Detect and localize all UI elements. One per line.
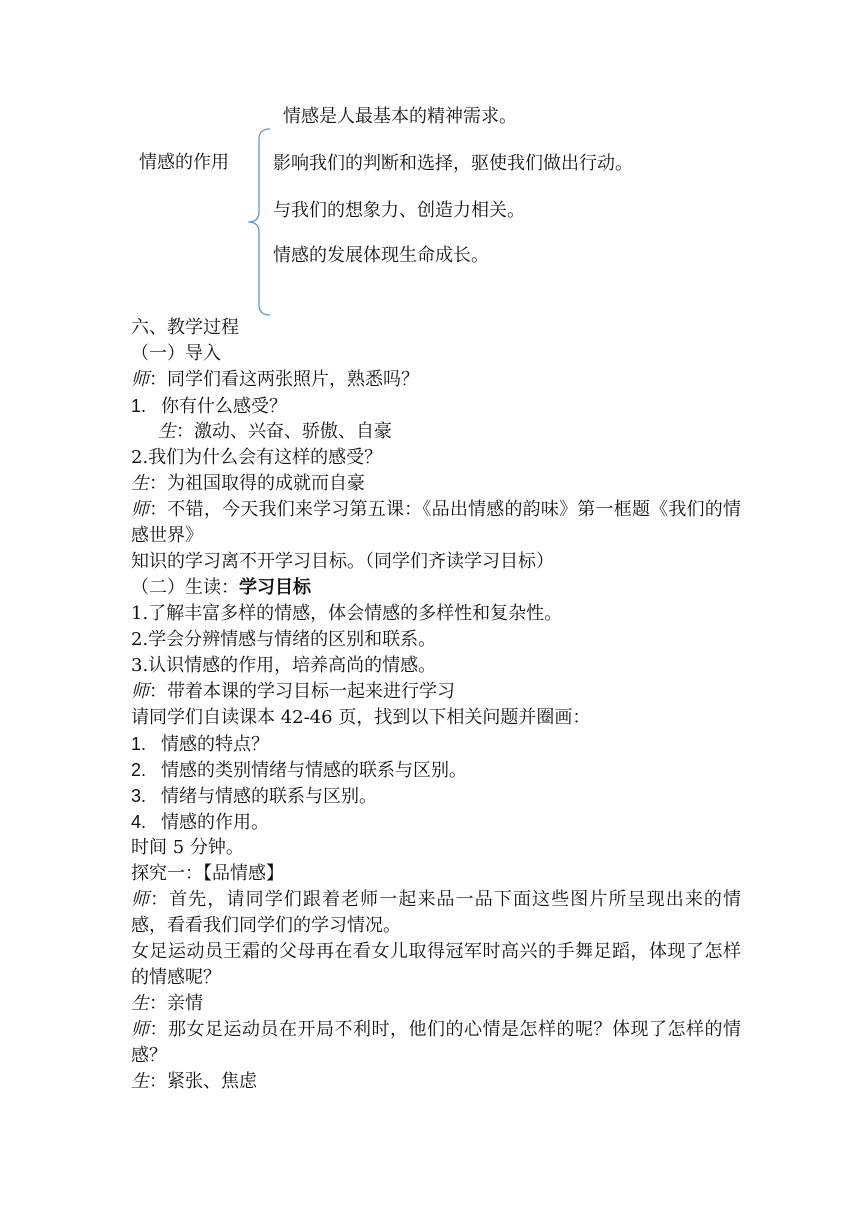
question-item (131, 757, 741, 784)
part3-heading: 探究一：【品情感】 (131, 863, 284, 884)
line-text: ：带着本课的学习目标一起来进行学习 (149, 681, 455, 702)
question-number: 2. (131, 760, 147, 780)
time-line: 时间 5 分钟。 (131, 837, 244, 858)
speaker-teacher: 师 (131, 499, 150, 520)
line-text: ：为祖国取得的成就而自豪 (149, 473, 365, 494)
student-line (158, 419, 768, 445)
student-line (131, 991, 741, 1017)
teacher-line (131, 367, 741, 393)
question-number: 1. (131, 396, 147, 416)
question-item (131, 731, 741, 758)
line-text: ：那女足运动员在开局不利时，他们的心情是怎样的呢？体现了怎样的情感？ (131, 1019, 741, 1066)
line-text: ：不错，今天我们来学习第五课：《品出情感的韵味》第一框题《我们的情感世界》 (131, 499, 742, 546)
diagram-label: 情感的作用 (139, 152, 229, 173)
part1-heading: （一）导入 (131, 343, 221, 364)
diagram-item: 情感的发展体现生命成长。 (273, 245, 489, 266)
instruction-line: 请同学们自读课本 42-46 页，找到以下相关问题并圈画： (131, 707, 591, 728)
student-line (131, 1069, 741, 1095)
line-text: 情感的类别情绪与情感的联系与区别。 (161, 760, 467, 781)
heading-bold: 学习目标 (239, 577, 311, 598)
goal-item: 3.认识情感的作用，培养高尚的情感。 (131, 655, 437, 676)
student-line (131, 471, 741, 497)
speaker-student: 生 (131, 993, 149, 1014)
line-text: ：首先，请同学们跟着老师一起来品一品下面这些图片所呈现出来的情感，看看我们同学们的学习情况。 (131, 889, 742, 936)
speaker-student: 生 (131, 473, 149, 494)
note-line: 知识的学习离不开学习目标。（同学们齐读学习目标） (131, 551, 554, 572)
teacher-line (131, 679, 741, 705)
emotion-function-diagram (0, 0, 860, 330)
speaker-teacher: 师 (131, 681, 149, 702)
speaker-student: 生 (131, 1071, 149, 1092)
question-item (131, 809, 741, 836)
diagram-item: 情感是人最基本的精神需求。 (283, 106, 517, 127)
line-text: ：亲情 (149, 993, 203, 1014)
question-paragraph: 女足运动员王霜的父母再在看女儿取得冠军时高兴的手舞足蹈，体现了怎样的情感呢？ (131, 941, 741, 988)
question-number: 4. (131, 812, 147, 832)
question-item (131, 783, 741, 810)
question-line: 2.我们为什么会有这样的感受？ (131, 447, 383, 468)
line-text: 情感的特点？ (161, 734, 269, 755)
teacher-line (131, 887, 741, 939)
speaker-teacher: 师 (131, 1019, 150, 1040)
teacher-line (131, 497, 741, 549)
speaker-teacher: 师 (131, 889, 151, 910)
goal-item: 2.学会分辨情感与情绪的区别和联系。 (131, 629, 437, 650)
line-text: ：紧张、焦虑 (149, 1071, 257, 1092)
question-number: 3. (131, 786, 147, 806)
line-text: 你有什么感受？ (161, 396, 287, 417)
line-text: 情绪与情感的联系与区别。 (161, 786, 377, 807)
part2-heading (131, 575, 741, 601)
diagram-item: 与我们的想象力、创造力相关。 (273, 200, 525, 221)
section-title: 六、教学过程 (131, 317, 239, 338)
question-number: 1. (131, 734, 147, 754)
speaker-student: 生 (158, 421, 176, 442)
line-text: ：同学们看这两张照片，熟悉吗？ (149, 369, 419, 390)
speaker-teacher: 师 (131, 369, 149, 390)
question-line (131, 393, 741, 420)
line-text: ：激动、兴奋、骄傲、自豪 (176, 421, 392, 442)
line-text: 情感的作用。 (161, 812, 269, 833)
heading-prefix: （二）生读： (131, 577, 239, 598)
diagram-item: 影响我们的判断和选择，驱使我们做出行动。 (273, 153, 633, 174)
goal-item: 1.了解丰富多样的情感，体会情感的多样性和复杂性。 (131, 603, 563, 624)
teacher-line (131, 1017, 741, 1069)
